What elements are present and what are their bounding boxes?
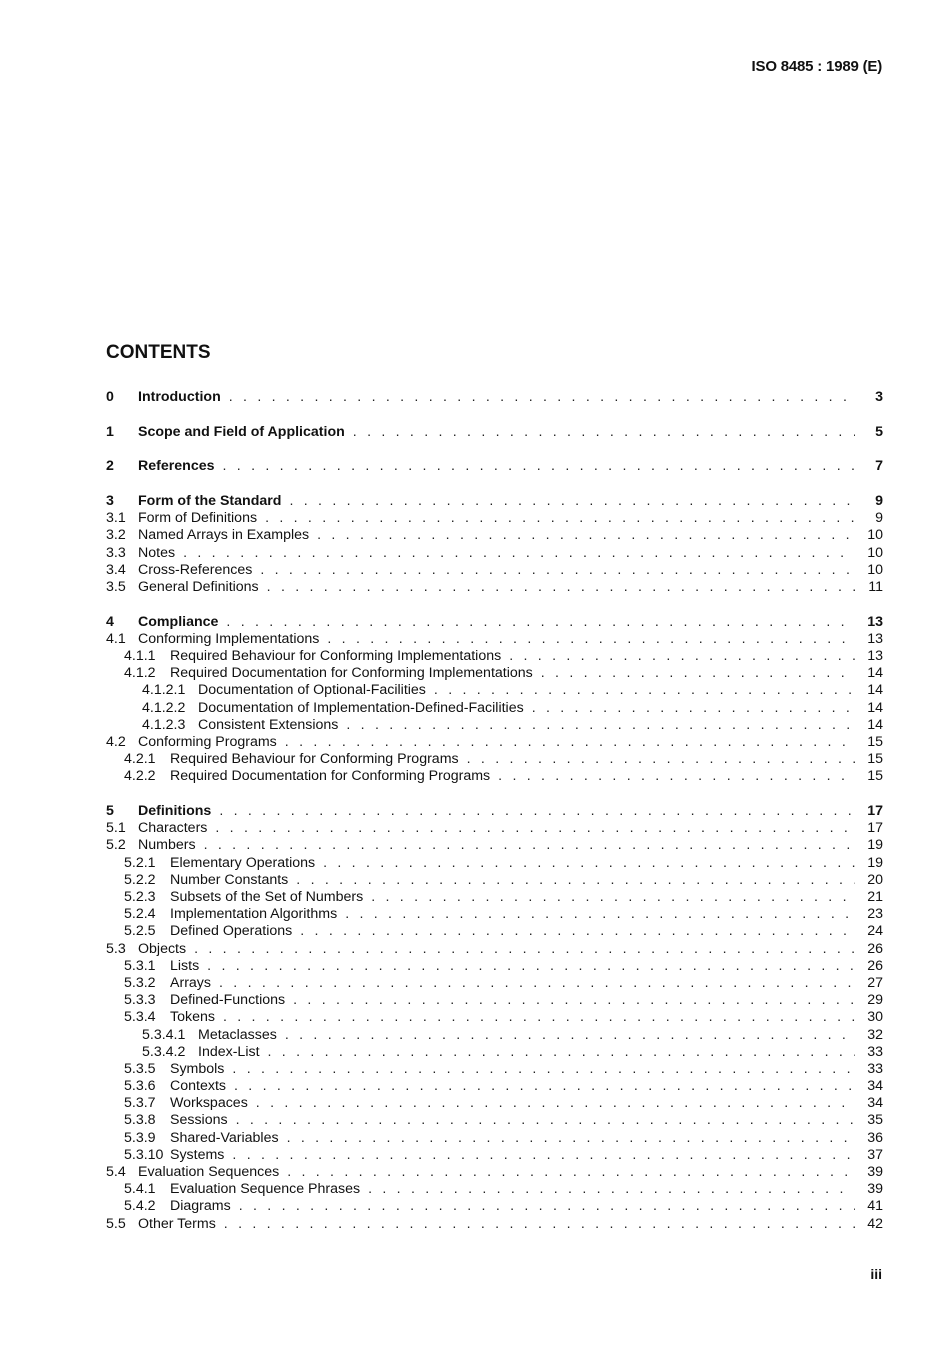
toc-entry-number: 5.1 <box>106 820 126 837</box>
toc-entry-page: 34 <box>867 1078 883 1095</box>
toc-entry[interactable] <box>106 527 883 544</box>
toc-entry-title: Form of the Standard <box>138 493 282 510</box>
toc-entry-title: Shared-Variables <box>170 1129 279 1146</box>
toc-entry[interactable] <box>106 820 883 837</box>
toc-entry-number: 4.1.2.2 <box>142 699 186 716</box>
document-header: ISO 8485 : 1989 (E) <box>751 58 882 75</box>
table-of-contents <box>106 389 883 1233</box>
dot-leader <box>239 1198 855 1215</box>
toc-entry-title: Documentation of Optional-Facilities <box>198 682 426 699</box>
toc-entry-number: 5.3.9 <box>124 1129 156 1146</box>
dot-leader <box>345 906 855 923</box>
dot-leader <box>300 923 855 940</box>
toc-entry[interactable] <box>106 958 883 975</box>
toc-entry-title: Compliance <box>138 613 219 630</box>
toc-entry-title: Metaclasses <box>198 1026 277 1043</box>
toc-entry-title: Cross-References <box>138 561 253 578</box>
toc-entry-page: 32 <box>867 1026 883 1043</box>
toc-entry-number: 2 <box>106 458 114 475</box>
toc-entry-title: Numbers <box>138 837 196 854</box>
toc-entry-page: 15 <box>867 734 883 750</box>
toc-entry-page: 7 <box>875 458 883 475</box>
toc-entry-number: 4.1.2.1 <box>142 682 186 699</box>
toc-entry-title: Lists <box>170 957 200 974</box>
dot-leader <box>223 458 855 475</box>
toc-entry-number: 5.2.5 <box>124 923 156 940</box>
toc-entry[interactable] <box>106 717 883 734</box>
dot-leader <box>498 768 855 785</box>
toc-entry-page: 27 <box>867 974 883 991</box>
toc-entry-number: 4.2.2 <box>124 768 156 785</box>
toc-entry[interactable] <box>106 751 883 768</box>
dot-leader <box>223 1009 855 1026</box>
dot-leader <box>541 665 855 682</box>
toc-entry-title: Definitions <box>138 803 212 820</box>
toc-entry-number: 3 <box>106 493 114 510</box>
dot-leader <box>204 837 855 854</box>
toc-entry[interactable] <box>106 614 883 631</box>
toc-entry-page: 14 <box>867 716 883 733</box>
toc-entry-title: Sessions <box>170 1112 228 1129</box>
toc-entry[interactable] <box>106 424 883 441</box>
toc-entry-number: 5.5 <box>106 1215 126 1232</box>
toc-entry[interactable] <box>106 700 883 717</box>
toc-entry-number: 4.1.2 <box>124 665 156 682</box>
toc-entry[interactable] <box>106 1198 883 1215</box>
toc-entry-title: Conforming Programs <box>138 734 277 750</box>
toc-entry[interactable] <box>106 562 883 579</box>
toc-entry-title: Documentation of Implementation-Defined-Facilities <box>198 699 524 716</box>
toc-entry-number: 5.3.7 <box>124 1095 156 1112</box>
toc-entry-page: 30 <box>867 1009 883 1026</box>
toc-entry-title: Contexts <box>170 1078 226 1095</box>
dot-leader <box>229 389 855 406</box>
dot-leader <box>296 872 855 889</box>
toc-entry-page: 26 <box>867 940 883 957</box>
dot-leader <box>467 751 855 768</box>
dot-leader <box>371 889 855 906</box>
toc-entry-number: 5.3.2 <box>124 974 156 991</box>
toc-entry-number: 4.2.1 <box>124 751 156 768</box>
toc-entry-page: 24 <box>867 923 883 940</box>
page-number: iii <box>870 1266 882 1282</box>
toc-entry-title: Number Constants <box>170 871 289 888</box>
dot-leader <box>234 1078 855 1095</box>
toc-entry[interactable] <box>106 1061 883 1078</box>
dot-leader <box>183 545 855 562</box>
toc-entry-page: 3 <box>875 389 883 405</box>
toc-entry-title: Index-List <box>198 1043 260 1060</box>
toc-entry-page: 15 <box>867 768 883 785</box>
toc-entry[interactable] <box>106 941 883 958</box>
toc-entry[interactable] <box>106 1095 883 1112</box>
toc-entry[interactable] <box>106 389 883 406</box>
toc-entry[interactable] <box>106 665 883 682</box>
dot-leader <box>346 717 855 734</box>
toc-entry-number: 5.2.4 <box>124 906 156 923</box>
toc-entry-title: General Definitions <box>138 579 259 595</box>
toc-entry[interactable] <box>106 510 883 527</box>
toc-entry-page: 20 <box>867 871 883 888</box>
toc-entry-number: 4.1 <box>106 630 126 647</box>
toc-entry-title: Tokens <box>170 1009 215 1026</box>
toc-entry-title: Implementation Algorithms <box>170 906 338 923</box>
dot-leader <box>194 941 855 958</box>
toc-entry[interactable] <box>106 1112 883 1129</box>
toc-entry[interactable] <box>106 631 883 648</box>
dot-leader <box>368 1181 855 1198</box>
toc-entry-page: 42 <box>867 1215 883 1232</box>
toc-entry-page: 13 <box>867 648 883 665</box>
toc-entry-number: 5.2.2 <box>124 871 156 888</box>
toc-entry-page: 19 <box>867 837 883 854</box>
toc-entry-number: 0 <box>106 389 114 405</box>
toc-entry[interactable] <box>106 906 883 923</box>
dot-leader <box>509 648 855 665</box>
toc-entry[interactable] <box>106 803 883 820</box>
toc-entry-number: 5.2 <box>106 837 126 854</box>
dot-leader <box>268 1044 855 1061</box>
toc-entry-page: 39 <box>867 1164 883 1180</box>
toc-entry-title: Conforming Implementations <box>138 630 320 647</box>
toc-entry-title: Evaluation Sequences <box>138 1164 280 1180</box>
toc-entry-page: 21 <box>867 889 883 905</box>
toc-entry-number: 4.1.1 <box>124 648 156 665</box>
toc-entry-number: 5 <box>106 803 114 820</box>
toc-entry[interactable] <box>106 734 883 751</box>
toc-entry-title: Characters <box>138 820 208 837</box>
dot-leader <box>353 424 855 441</box>
toc-entry[interactable] <box>106 889 883 906</box>
toc-entry[interactable] <box>106 1044 883 1061</box>
toc-entry[interactable] <box>106 1027 883 1044</box>
toc-entry-number: 3.5 <box>106 579 126 595</box>
dot-leader <box>285 1027 855 1044</box>
toc-entry[interactable] <box>106 1164 883 1181</box>
toc-entry[interactable] <box>106 493 883 510</box>
toc-entry-title: Required Behaviour for Conforming Programs <box>170 751 459 768</box>
toc-entry[interactable] <box>106 682 883 699</box>
dot-leader <box>224 1216 855 1233</box>
toc-entry[interactable] <box>106 923 883 940</box>
toc-entry-title: Workspaces <box>170 1095 248 1112</box>
toc-entry-page: 13 <box>867 613 883 630</box>
toc-entry-number: 3.2 <box>106 527 126 544</box>
toc-entry[interactable] <box>106 1147 883 1164</box>
toc-entry-title: Consistent Extensions <box>198 716 339 733</box>
toc-entry-number: 5.4.2 <box>124 1198 156 1215</box>
dot-leader <box>285 734 855 751</box>
toc-entry-page: 19 <box>867 854 883 871</box>
toc-entry-page: 14 <box>867 699 883 716</box>
toc-entry-title: Elementary Operations <box>170 854 316 871</box>
toc-entry[interactable] <box>106 1216 883 1233</box>
toc-entry-number: 5.3.4 <box>124 1009 156 1026</box>
toc-entry-number: 5.3.8 <box>124 1112 156 1129</box>
toc-entry-number: 5.3.1 <box>124 957 156 974</box>
toc-entry[interactable] <box>106 1009 883 1026</box>
toc-entry[interactable] <box>106 648 883 665</box>
dot-leader <box>260 562 855 579</box>
toc-entry[interactable] <box>106 1130 883 1147</box>
dot-leader <box>226 614 855 631</box>
toc-entry-number: 5.2.3 <box>124 889 156 905</box>
toc-entry-title: Diagrams <box>170 1198 231 1215</box>
toc-entry-title: Symbols <box>170 1060 225 1077</box>
toc-entry-page: 29 <box>867 992 883 1009</box>
toc-entry-page: 34 <box>867 1095 883 1112</box>
dot-leader <box>215 820 855 837</box>
toc-entry-number: 5.4.1 <box>124 1181 156 1198</box>
dot-leader <box>219 975 855 992</box>
toc-entry-title: Required Documentation for Conforming Implementations <box>170 665 533 682</box>
dot-leader <box>232 1147 855 1164</box>
toc-entry-page: 41 <box>867 1198 883 1215</box>
toc-entry-number: 5.3.4.2 <box>142 1043 186 1060</box>
toc-entry-number: 5.3.4.1 <box>142 1026 186 1043</box>
dot-leader <box>287 1164 855 1181</box>
toc-entry-page: 15 <box>867 751 883 768</box>
toc-entry-number: 5.3.10 <box>124 1146 164 1163</box>
toc-entry-page: 14 <box>867 665 883 682</box>
toc-entry-number: 5.3.5 <box>124 1060 156 1077</box>
toc-entry-page: 33 <box>867 1060 883 1077</box>
page-title: CONTENTS <box>106 342 211 363</box>
toc-entry-title: Objects <box>138 940 187 957</box>
dot-leader <box>287 1130 855 1147</box>
toc-entry-page: 26 <box>867 957 883 974</box>
toc-entry[interactable] <box>106 855 883 872</box>
dot-leader <box>265 510 855 527</box>
toc-entry-title: Form of Definitions <box>138 510 258 527</box>
toc-entry-title: Defined Operations <box>170 923 293 940</box>
toc-entry-page: 13 <box>867 630 883 647</box>
toc-entry[interactable] <box>106 768 883 785</box>
toc-entry-page: 11 <box>868 579 883 595</box>
toc-entry[interactable] <box>106 872 883 889</box>
toc-entry-page: 9 <box>875 493 883 510</box>
toc-entry[interactable] <box>106 1078 883 1095</box>
toc-entry-number: 4.1.2.3 <box>142 716 186 733</box>
toc-entry-title: Notes <box>138 544 176 561</box>
toc-entry-title: Subsets of the Set of Numbers <box>170 889 364 905</box>
toc-entry-title: Required Documentation for Conforming Programs <box>170 768 491 785</box>
toc-entry-number: 5.3.6 <box>124 1078 156 1095</box>
toc-entry-page: 10 <box>867 561 883 578</box>
toc-entry[interactable] <box>106 579 883 596</box>
dot-leader <box>219 803 855 820</box>
dot-leader <box>232 1061 855 1078</box>
toc-entry[interactable] <box>106 545 883 562</box>
toc-entry-page: 10 <box>867 544 883 561</box>
dot-leader <box>293 992 855 1009</box>
toc-entry-page: 36 <box>867 1129 883 1146</box>
dot-leader <box>236 1112 855 1129</box>
dot-leader <box>323 855 855 872</box>
toc-entry-page: 14 <box>867 682 883 699</box>
toc-entry-page: 39 <box>867 1181 883 1198</box>
toc-entry-number: 3.4 <box>106 561 126 578</box>
toc-entry-title: Arrays <box>170 974 211 991</box>
toc-entry-title: Evaluation Sequence Phrases <box>170 1181 361 1198</box>
toc-entry-title: Systems <box>170 1146 225 1163</box>
toc-entry-page: 5 <box>875 423 883 440</box>
toc-entry-title: Defined-Functions <box>170 992 286 1009</box>
dot-leader <box>317 527 855 544</box>
dot-leader <box>532 700 855 717</box>
toc-entry-title: References <box>138 458 215 475</box>
toc-entry[interactable] <box>106 1181 883 1198</box>
dot-leader <box>256 1095 855 1112</box>
dot-leader <box>207 958 855 975</box>
toc-entry-title: Named Arrays in Examples <box>138 527 310 544</box>
dot-leader <box>289 493 855 510</box>
toc-entry-page: 10 <box>867 527 883 544</box>
toc-entry-title: Introduction <box>138 389 221 405</box>
toc-entry-number: 1 <box>106 423 114 440</box>
toc-entry[interactable] <box>106 975 883 992</box>
toc-entry-title: Other Terms <box>138 1215 216 1232</box>
toc-entry-number: 5.3 <box>106 940 126 957</box>
toc-entry[interactable] <box>106 837 883 854</box>
toc-entry-title: Required Behaviour for Conforming Implementations <box>170 648 502 665</box>
toc-entry-number: 3.1 <box>106 510 126 527</box>
dot-leader <box>267 579 855 596</box>
toc-entry-number: 5.2.1 <box>124 854 156 871</box>
toc-entry-page: 17 <box>867 803 883 820</box>
toc-entry-page: 17 <box>867 820 883 837</box>
toc-entry-page: 23 <box>867 906 883 923</box>
toc-entry-number: 5.4 <box>106 1164 126 1180</box>
toc-entry-page: 9 <box>875 510 883 527</box>
toc-entry[interactable] <box>106 458 883 475</box>
toc-entry-number: 4 <box>106 613 114 630</box>
dot-leader <box>434 682 855 699</box>
toc-entry-number: 5.3.3 <box>124 992 156 1009</box>
toc-entry-page: 33 <box>867 1043 883 1060</box>
toc-entry-page: 35 <box>867 1112 883 1129</box>
toc-entry-number: 3.3 <box>106 544 126 561</box>
toc-entry-page: 37 <box>867 1146 883 1163</box>
dot-leader <box>327 631 855 648</box>
toc-entry-number: 4.2 <box>106 734 126 750</box>
toc-entry[interactable] <box>106 992 883 1009</box>
toc-entry-title: Scope and Field of Application <box>138 423 345 440</box>
